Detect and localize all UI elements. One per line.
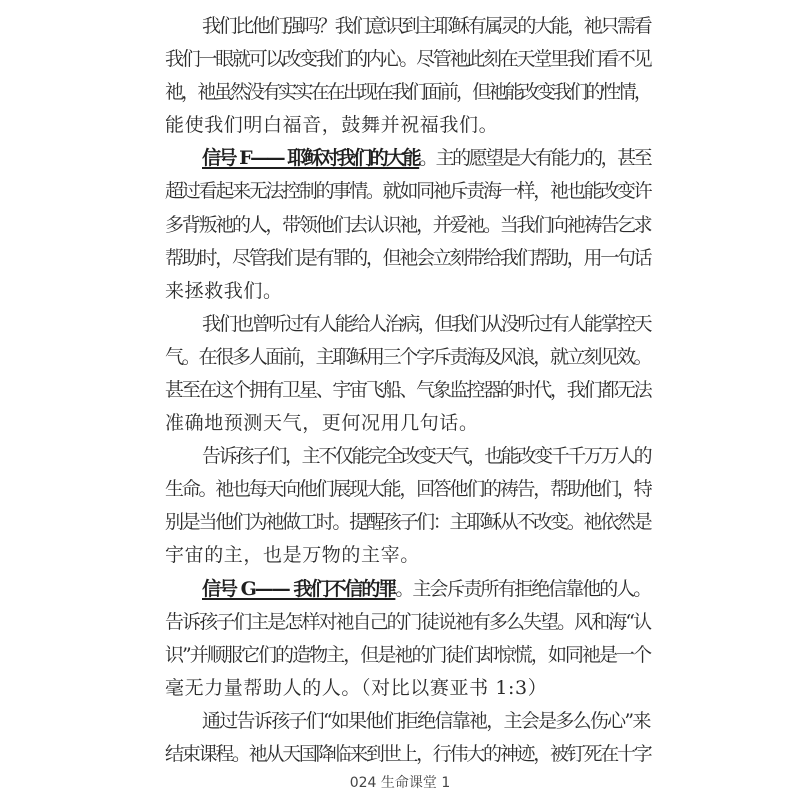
signal-f-line-2: 超过看起来无法控制的事情。就如同祂斥责海一样，祂也能改变许	[165, 180, 651, 202]
paragraph-1-line-3: 祂，祂虽然没有实实在在出现在我们面前，但祂能改变我们的性情，	[165, 81, 651, 103]
signal-g-line-4: 毫无力量帮助人的人。（对比以赛亚书 1:3）	[165, 677, 548, 699]
paragraph-4-line-2: 生命。祂也每天向他们展现大能，回答他们的祷告，帮助他们，特	[165, 478, 651, 500]
paragraph-3-line-1: 我们也曾听过有人能给人治病，但我们从没听过有人能掌控天	[202, 313, 651, 335]
paragraph-4-line-3: 别是当他们为祂做工时。提醒孩子们：主耶稣从不改变。祂依然是	[165, 511, 651, 533]
paragraph-1-line-2: 我们一眼就可以改变我们的内心。尽管祂此刻在天堂里我们看不见	[165, 48, 651, 70]
paragraph-4-line-1: 告诉孩子们，主不仅能完全改变天气，也能改变千千万万人的	[202, 445, 651, 467]
page-footer: 024 生命课堂 1	[349, 775, 451, 791]
signal-g-heading: 信号 G—— 我们不信的罪	[202, 578, 396, 600]
signal-f-first-line	[202, 146, 650, 170]
signal-f-line-3: 多背叛祂的人，带领他们去认识祂，并爱祂。当我们向祂祷告乞求	[165, 214, 651, 236]
paragraph-6-line-2: 结束课程。祂从天国降临来到世上，行伟大的神迹，被钉死在十字	[165, 743, 651, 765]
signal-g-first-line	[202, 577, 650, 601]
paragraph-1-line-1: 我们比他们强吗？我们意识到主耶稣有属灵的大能，祂只需看	[202, 15, 651, 37]
signal-g-line-2: 告诉孩子们主是怎样对祂自己的门徒说祂有多么失望。风和海“认	[165, 611, 651, 633]
paragraph-3-line-4: 准确地预测天气，更何况用几句话。	[165, 412, 479, 434]
signal-g-first-line-text: 。主会斥责所有拒绝信靠他的人。	[395, 578, 651, 600]
paragraph-4-line-4: 宇宙的主，也是万物的主宰。	[165, 544, 420, 566]
paragraph-6-line-1: 通过告诉孩子们“如果他们拒绝信靠祂，主会是多么伤心”来	[202, 710, 650, 732]
signal-f-line-5: 来拯救我们。	[165, 280, 283, 302]
signal-f-heading: 信号 F—— 耶稣对我们的大能	[202, 147, 420, 169]
paragraph-3-line-2: 气。在很多人面前，主耶稣用三个字斥责海及风浪，就立刻见效。	[165, 346, 651, 368]
paragraph-3-line-3: 甚至在这个拥有卫星、宇宙飞船、气象监控器的时代，我们都无法	[165, 379, 651, 401]
signal-g-line-3: 识”并顺服它们的造物主，但是祂的门徒们却惊慌，如同祂是一个	[165, 644, 651, 666]
signal-f-line-4: 帮助时，尽管我们是有罪的，但祂会立刻带给我们帮助，用一句话	[165, 247, 651, 269]
signal-f-first-line-text: 。主的愿望是大有能力的，甚至	[419, 147, 651, 169]
paragraph-1-line-4: 能使我们明白福音，鼓舞并祝福我们。	[165, 114, 499, 136]
